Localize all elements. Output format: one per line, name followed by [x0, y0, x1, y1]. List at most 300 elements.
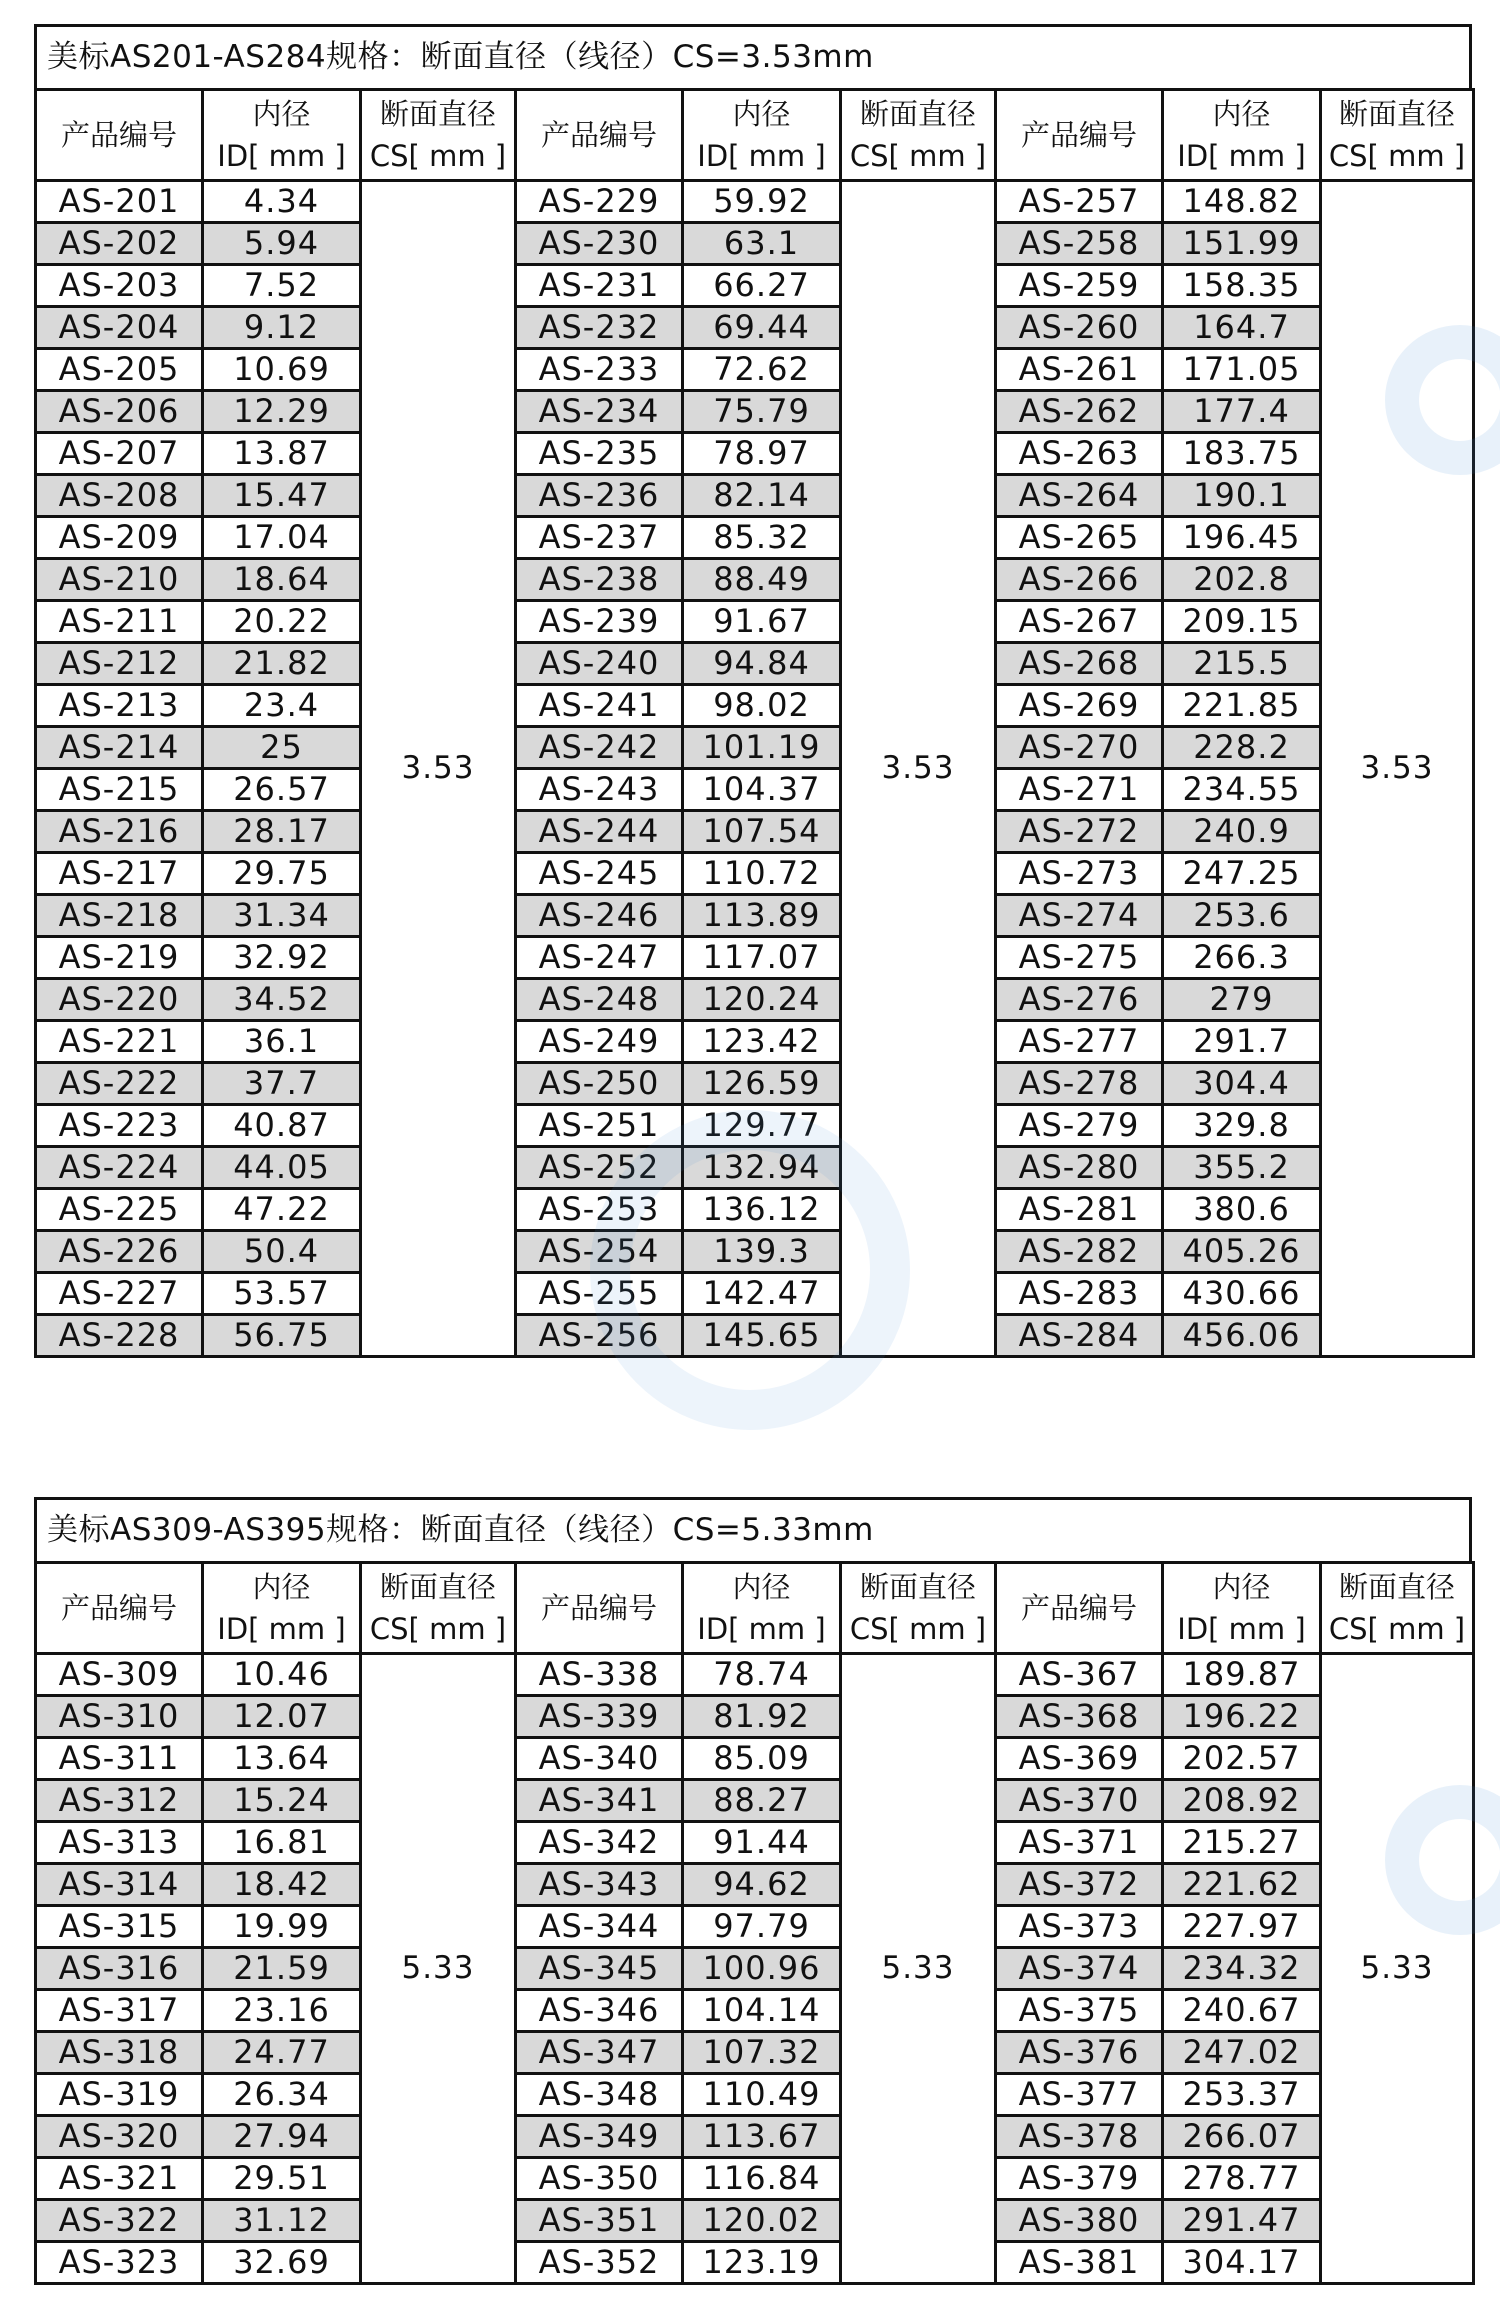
- inner-diameter-cell: 132.94: [683, 1147, 841, 1189]
- part-number-cell: AS-346: [516, 1990, 683, 2032]
- header-cell: 内径 ID[ mm ]: [1163, 90, 1321, 181]
- part-number-cell: AS-320: [36, 2116, 203, 2158]
- inner-diameter-cell: 53.57: [203, 1273, 361, 1315]
- inner-diameter-cell: 13.87: [203, 433, 361, 475]
- part-number-cell: AS-244: [516, 811, 683, 853]
- inner-diameter-cell: 120.02: [683, 2200, 841, 2242]
- inner-diameter-cell: 151.99: [1163, 223, 1321, 265]
- table-row: [36, 2074, 1474, 2116]
- inner-diameter-cell: 139.3: [683, 1231, 841, 1273]
- inner-diameter-cell: 234.32: [1163, 1948, 1321, 1990]
- inner-diameter-cell: 101.19: [683, 727, 841, 769]
- header-cell: 产品编号: [516, 1563, 683, 1654]
- part-number-cell: AS-251: [516, 1105, 683, 1147]
- inner-diameter-cell: 113.89: [683, 895, 841, 937]
- part-number-cell: AS-208: [36, 475, 203, 517]
- inner-diameter-cell: 10.46: [203, 1654, 361, 1696]
- table-row: [36, 643, 1474, 685]
- sheet-title: 美标AS201-AS284规格：断面直径（线径）CS=3.53mm: [34, 24, 1472, 88]
- inner-diameter-cell: 85.32: [683, 517, 841, 559]
- inner-diameter-cell: 10.69: [203, 349, 361, 391]
- part-number-cell: AS-267: [996, 601, 1163, 643]
- table-row: [36, 307, 1474, 349]
- part-number-cell: AS-370: [996, 1780, 1163, 1822]
- inner-diameter-cell: 110.49: [683, 2074, 841, 2116]
- part-number-cell: AS-237: [516, 517, 683, 559]
- table-row: [36, 727, 1474, 769]
- part-number-cell: AS-228: [36, 1315, 203, 1357]
- inner-diameter-cell: 19.99: [203, 1906, 361, 1948]
- inner-diameter-cell: 126.59: [683, 1063, 841, 1105]
- header-cell: 产品编号: [36, 90, 203, 181]
- table-row: [36, 391, 1474, 433]
- part-number-cell: AS-216: [36, 811, 203, 853]
- inner-diameter-cell: 78.97: [683, 433, 841, 475]
- part-number-cell: AS-257: [996, 181, 1163, 223]
- part-number-cell: AS-236: [516, 475, 683, 517]
- spec-sheet-2: [34, 1497, 1472, 2285]
- inner-diameter-cell: 253.37: [1163, 2074, 1321, 2116]
- inner-diameter-cell: 97.79: [683, 1906, 841, 1948]
- inner-diameter-cell: 94.84: [683, 643, 841, 685]
- part-number-cell: AS-233: [516, 349, 683, 391]
- inner-diameter-cell: 15.47: [203, 475, 361, 517]
- inner-diameter-cell: 9.12: [203, 307, 361, 349]
- part-number-cell: AS-265: [996, 517, 1163, 559]
- part-number-cell: AS-343: [516, 1864, 683, 1906]
- inner-diameter-cell: 21.82: [203, 643, 361, 685]
- inner-diameter-cell: 44.05: [203, 1147, 361, 1189]
- inner-diameter-cell: 355.2: [1163, 1147, 1321, 1189]
- part-number-cell: AS-348: [516, 2074, 683, 2116]
- part-number-cell: AS-277: [996, 1021, 1163, 1063]
- sheet-title: 美标AS309-AS395规格：断面直径（线径）CS=5.33mm: [34, 1497, 1472, 1561]
- inner-diameter-cell: 120.24: [683, 979, 841, 1021]
- table-row: [36, 1780, 1474, 1822]
- part-number-cell: AS-312: [36, 1780, 203, 1822]
- cross-section-cell: 3.53: [361, 181, 516, 1357]
- inner-diameter-cell: 240.9: [1163, 811, 1321, 853]
- part-number-cell: AS-220: [36, 979, 203, 1021]
- inner-diameter-cell: 4.34: [203, 181, 361, 223]
- header-cell: 内径 ID[ mm ]: [1163, 1563, 1321, 1654]
- inner-diameter-cell: 208.92: [1163, 1780, 1321, 1822]
- table-row: [36, 433, 1474, 475]
- inner-diameter-cell: 31.12: [203, 2200, 361, 2242]
- table-row: [36, 2242, 1474, 2284]
- part-number-cell: AS-276: [996, 979, 1163, 1021]
- part-number-cell: AS-321: [36, 2158, 203, 2200]
- part-number-cell: AS-214: [36, 727, 203, 769]
- part-number-cell: AS-263: [996, 433, 1163, 475]
- inner-diameter-cell: 123.42: [683, 1021, 841, 1063]
- part-number-cell: AS-252: [516, 1147, 683, 1189]
- table-row: [36, 1948, 1474, 1990]
- part-number-cell: AS-349: [516, 2116, 683, 2158]
- table-row: [36, 181, 1474, 223]
- header-row: [36, 1563, 1474, 1654]
- header-cell: 产品编号: [36, 1563, 203, 1654]
- table-row: [36, 979, 1474, 1021]
- part-number-cell: AS-211: [36, 601, 203, 643]
- inner-diameter-cell: 104.37: [683, 769, 841, 811]
- table-row: [36, 1021, 1474, 1063]
- inner-diameter-cell: 21.59: [203, 1948, 361, 1990]
- part-number-cell: AS-223: [36, 1105, 203, 1147]
- table-row: [36, 1654, 1474, 1696]
- table-row: [36, 1696, 1474, 1738]
- inner-diameter-cell: 27.94: [203, 2116, 361, 2158]
- table-row: [36, 223, 1474, 265]
- inner-diameter-cell: 107.32: [683, 2032, 841, 2074]
- table-row: [36, 1864, 1474, 1906]
- inner-diameter-cell: 291.7: [1163, 1021, 1321, 1063]
- inner-diameter-cell: 17.04: [203, 517, 361, 559]
- part-number-cell: AS-258: [996, 223, 1163, 265]
- table-row: [36, 265, 1474, 307]
- part-number-cell: AS-242: [516, 727, 683, 769]
- inner-diameter-cell: 25: [203, 727, 361, 769]
- part-number-cell: AS-272: [996, 811, 1163, 853]
- part-number-cell: AS-218: [36, 895, 203, 937]
- table-row: [36, 1990, 1474, 2032]
- part-number-cell: AS-280: [996, 1147, 1163, 1189]
- cross-section-cell: 5.33: [361, 1654, 516, 2284]
- header-cell: 断面直径 CS[ mm ]: [841, 90, 996, 181]
- inner-diameter-cell: 158.35: [1163, 265, 1321, 307]
- table-row: [36, 559, 1474, 601]
- inner-diameter-cell: 190.1: [1163, 475, 1321, 517]
- part-number-cell: AS-256: [516, 1315, 683, 1357]
- part-number-cell: AS-284: [996, 1315, 1163, 1357]
- part-number-cell: AS-231: [516, 265, 683, 307]
- part-number-cell: AS-368: [996, 1696, 1163, 1738]
- inner-diameter-cell: 183.75: [1163, 433, 1321, 475]
- header-row: [36, 90, 1474, 181]
- table-row: [36, 937, 1474, 979]
- inner-diameter-cell: 196.22: [1163, 1696, 1321, 1738]
- inner-diameter-cell: 117.07: [683, 937, 841, 979]
- part-number-cell: AS-375: [996, 1990, 1163, 2032]
- inner-diameter-cell: 123.19: [683, 2242, 841, 2284]
- part-number-cell: AS-264: [996, 475, 1163, 517]
- inner-diameter-cell: 29.51: [203, 2158, 361, 2200]
- table-row: [36, 1273, 1474, 1315]
- part-number-cell: AS-262: [996, 391, 1163, 433]
- inner-diameter-cell: 266.3: [1163, 937, 1321, 979]
- inner-diameter-cell: 456.06: [1163, 1315, 1321, 1357]
- part-number-cell: AS-202: [36, 223, 203, 265]
- inner-diameter-cell: 32.69: [203, 2242, 361, 2284]
- inner-diameter-cell: 26.57: [203, 769, 361, 811]
- part-number-cell: AS-225: [36, 1189, 203, 1231]
- part-number-cell: AS-224: [36, 1147, 203, 1189]
- inner-diameter-cell: 72.62: [683, 349, 841, 391]
- part-number-cell: AS-318: [36, 2032, 203, 2074]
- part-number-cell: AS-274: [996, 895, 1163, 937]
- part-number-cell: AS-281: [996, 1189, 1163, 1231]
- inner-diameter-cell: 66.27: [683, 265, 841, 307]
- inner-diameter-cell: 227.97: [1163, 1906, 1321, 1948]
- inner-diameter-cell: 240.67: [1163, 1990, 1321, 2032]
- inner-diameter-cell: 28.17: [203, 811, 361, 853]
- part-number-cell: AS-381: [996, 2242, 1163, 2284]
- part-number-cell: AS-309: [36, 1654, 203, 1696]
- part-number-cell: AS-205: [36, 349, 203, 391]
- part-number-cell: AS-238: [516, 559, 683, 601]
- part-number-cell: AS-230: [516, 223, 683, 265]
- part-number-cell: AS-247: [516, 937, 683, 979]
- part-number-cell: AS-226: [36, 1231, 203, 1273]
- inner-diameter-cell: 209.15: [1163, 601, 1321, 643]
- part-number-cell: AS-279: [996, 1105, 1163, 1147]
- part-number-cell: AS-232: [516, 307, 683, 349]
- inner-diameter-cell: 82.14: [683, 475, 841, 517]
- inner-diameter-cell: 221.62: [1163, 1864, 1321, 1906]
- table-row: [36, 1315, 1474, 1357]
- cross-section-cell: 5.33: [841, 1654, 996, 2284]
- part-number-cell: AS-338: [516, 1654, 683, 1696]
- inner-diameter-cell: 215.27: [1163, 1822, 1321, 1864]
- part-number-cell: AS-283: [996, 1273, 1163, 1315]
- inner-diameter-cell: 18.64: [203, 559, 361, 601]
- inner-diameter-cell: 88.49: [683, 559, 841, 601]
- header-cell: 内径 ID[ mm ]: [203, 1563, 361, 1654]
- part-number-cell: AS-374: [996, 1948, 1163, 1990]
- inner-diameter-cell: 78.74: [683, 1654, 841, 1696]
- inner-diameter-cell: 171.05: [1163, 349, 1321, 391]
- part-number-cell: AS-213: [36, 685, 203, 727]
- part-number-cell: AS-266: [996, 559, 1163, 601]
- part-number-cell: AS-311: [36, 1738, 203, 1780]
- inner-diameter-cell: 189.87: [1163, 1654, 1321, 1696]
- inner-diameter-cell: 23.16: [203, 1990, 361, 2032]
- inner-diameter-cell: 63.1: [683, 223, 841, 265]
- inner-diameter-cell: 69.44: [683, 307, 841, 349]
- table-row: [36, 685, 1474, 727]
- part-number-cell: AS-316: [36, 1948, 203, 1990]
- inner-diameter-cell: 405.26: [1163, 1231, 1321, 1273]
- part-number-cell: AS-239: [516, 601, 683, 643]
- inner-diameter-cell: 234.55: [1163, 769, 1321, 811]
- part-number-cell: AS-241: [516, 685, 683, 727]
- inner-diameter-cell: 221.85: [1163, 685, 1321, 727]
- inner-diameter-cell: 18.42: [203, 1864, 361, 1906]
- part-number-cell: AS-222: [36, 1063, 203, 1105]
- part-number-cell: AS-271: [996, 769, 1163, 811]
- part-number-cell: AS-259: [996, 265, 1163, 307]
- part-number-cell: AS-255: [516, 1273, 683, 1315]
- inner-diameter-cell: 47.22: [203, 1189, 361, 1231]
- inner-diameter-cell: 91.67: [683, 601, 841, 643]
- part-number-cell: AS-282: [996, 1231, 1163, 1273]
- inner-diameter-cell: 104.14: [683, 1990, 841, 2032]
- part-number-cell: AS-373: [996, 1906, 1163, 1948]
- table-row: [36, 1189, 1474, 1231]
- part-number-cell: AS-221: [36, 1021, 203, 1063]
- inner-diameter-cell: 32.92: [203, 937, 361, 979]
- part-number-cell: AS-249: [516, 1021, 683, 1063]
- inner-diameter-cell: 23.4: [203, 685, 361, 727]
- spec-sheet-1: [34, 24, 1472, 1358]
- inner-diameter-cell: 31.34: [203, 895, 361, 937]
- inner-diameter-cell: 228.2: [1163, 727, 1321, 769]
- header-cell: 断面直径 CS[ mm ]: [361, 1563, 516, 1654]
- part-number-cell: AS-344: [516, 1906, 683, 1948]
- part-number-cell: AS-341: [516, 1780, 683, 1822]
- inner-diameter-cell: 430.66: [1163, 1273, 1321, 1315]
- header-cell: 内径 ID[ mm ]: [203, 90, 361, 181]
- inner-diameter-cell: 136.12: [683, 1189, 841, 1231]
- inner-diameter-cell: 16.81: [203, 1822, 361, 1864]
- inner-diameter-cell: 247.25: [1163, 853, 1321, 895]
- inner-diameter-cell: 279: [1163, 979, 1321, 1021]
- part-number-cell: AS-204: [36, 307, 203, 349]
- part-number-cell: AS-219: [36, 937, 203, 979]
- inner-diameter-cell: 94.62: [683, 1864, 841, 1906]
- spec-table: [34, 1561, 1475, 2285]
- inner-diameter-cell: 40.87: [203, 1105, 361, 1147]
- inner-diameter-cell: 20.22: [203, 601, 361, 643]
- part-number-cell: AS-379: [996, 2158, 1163, 2200]
- table-row: [36, 2200, 1474, 2242]
- part-number-cell: AS-369: [996, 1738, 1163, 1780]
- inner-diameter-cell: 116.84: [683, 2158, 841, 2200]
- part-number-cell: AS-246: [516, 895, 683, 937]
- table-row: [36, 895, 1474, 937]
- part-number-cell: AS-352: [516, 2242, 683, 2284]
- part-number-cell: AS-270: [996, 727, 1163, 769]
- part-number-cell: AS-201: [36, 181, 203, 223]
- header-cell: 断面直径 CS[ mm ]: [361, 90, 516, 181]
- header-cell: 内径 ID[ mm ]: [683, 90, 841, 181]
- part-number-cell: AS-378: [996, 2116, 1163, 2158]
- part-number-cell: AS-319: [36, 2074, 203, 2116]
- part-number-cell: AS-342: [516, 1822, 683, 1864]
- part-number-cell: AS-315: [36, 1906, 203, 1948]
- part-number-cell: AS-210: [36, 559, 203, 601]
- part-number-cell: AS-253: [516, 1189, 683, 1231]
- part-number-cell: AS-215: [36, 769, 203, 811]
- part-number-cell: AS-317: [36, 1990, 203, 2032]
- inner-diameter-cell: 291.47: [1163, 2200, 1321, 2242]
- inner-diameter-cell: 12.29: [203, 391, 361, 433]
- inner-diameter-cell: 13.64: [203, 1738, 361, 1780]
- inner-diameter-cell: 148.82: [1163, 181, 1321, 223]
- inner-diameter-cell: 164.7: [1163, 307, 1321, 349]
- part-number-cell: AS-347: [516, 2032, 683, 2074]
- table-row: [36, 811, 1474, 853]
- inner-diameter-cell: 202.8: [1163, 559, 1321, 601]
- table-row: [36, 2116, 1474, 2158]
- inner-diameter-cell: 29.75: [203, 853, 361, 895]
- table-row: [36, 349, 1474, 391]
- inner-diameter-cell: 253.6: [1163, 895, 1321, 937]
- part-number-cell: AS-345: [516, 1948, 683, 1990]
- inner-diameter-cell: 59.92: [683, 181, 841, 223]
- part-number-cell: AS-351: [516, 2200, 683, 2242]
- inner-diameter-cell: 88.27: [683, 1780, 841, 1822]
- part-number-cell: AS-206: [36, 391, 203, 433]
- table-row: [36, 601, 1474, 643]
- part-number-cell: AS-269: [996, 685, 1163, 727]
- inner-diameter-cell: 145.65: [683, 1315, 841, 1357]
- header-cell: 内径 ID[ mm ]: [683, 1563, 841, 1654]
- table-row: [36, 853, 1474, 895]
- inner-diameter-cell: 278.77: [1163, 2158, 1321, 2200]
- inner-diameter-cell: 107.54: [683, 811, 841, 853]
- inner-diameter-cell: 75.79: [683, 391, 841, 433]
- part-number-cell: AS-371: [996, 1822, 1163, 1864]
- inner-diameter-cell: 202.57: [1163, 1738, 1321, 1780]
- inner-diameter-cell: 37.7: [203, 1063, 361, 1105]
- cross-section-cell: 3.53: [841, 181, 996, 1357]
- inner-diameter-cell: 81.92: [683, 1696, 841, 1738]
- inner-diameter-cell: 113.67: [683, 2116, 841, 2158]
- inner-diameter-cell: 85.09: [683, 1738, 841, 1780]
- inner-diameter-cell: 24.77: [203, 2032, 361, 2074]
- part-number-cell: AS-203: [36, 265, 203, 307]
- inner-diameter-cell: 129.77: [683, 1105, 841, 1147]
- table-row: [36, 517, 1474, 559]
- inner-diameter-cell: 142.47: [683, 1273, 841, 1315]
- header-cell: 断面直径 CS[ mm ]: [1321, 90, 1474, 181]
- part-number-cell: AS-273: [996, 853, 1163, 895]
- part-number-cell: AS-376: [996, 2032, 1163, 2074]
- table-row: [36, 1738, 1474, 1780]
- inner-diameter-cell: 266.07: [1163, 2116, 1321, 2158]
- inner-diameter-cell: 12.07: [203, 1696, 361, 1738]
- part-number-cell: AS-234: [516, 391, 683, 433]
- inner-diameter-cell: 50.4: [203, 1231, 361, 1273]
- inner-diameter-cell: 247.02: [1163, 2032, 1321, 2074]
- part-number-cell: AS-207: [36, 433, 203, 475]
- cross-section-cell: 5.33: [1321, 1654, 1474, 2284]
- inner-diameter-cell: 36.1: [203, 1021, 361, 1063]
- part-number-cell: AS-323: [36, 2242, 203, 2284]
- part-number-cell: AS-229: [516, 181, 683, 223]
- inner-diameter-cell: 215.5: [1163, 643, 1321, 685]
- table-row: [36, 475, 1474, 517]
- part-number-cell: AS-340: [516, 1738, 683, 1780]
- table-row: [36, 1231, 1474, 1273]
- part-number-cell: AS-240: [516, 643, 683, 685]
- part-number-cell: AS-268: [996, 643, 1163, 685]
- cross-section-cell: 3.53: [1321, 181, 1474, 1357]
- table-row: [36, 2158, 1474, 2200]
- inner-diameter-cell: 5.94: [203, 223, 361, 265]
- part-number-cell: AS-209: [36, 517, 203, 559]
- table-row: [36, 1147, 1474, 1189]
- part-number-cell: AS-377: [996, 2074, 1163, 2116]
- table-row: [36, 1105, 1474, 1147]
- part-number-cell: AS-254: [516, 1231, 683, 1273]
- inner-diameter-cell: 304.17: [1163, 2242, 1321, 2284]
- inner-diameter-cell: 15.24: [203, 1780, 361, 1822]
- inner-diameter-cell: 380.6: [1163, 1189, 1321, 1231]
- header-cell: 产品编号: [996, 90, 1163, 181]
- part-number-cell: AS-245: [516, 853, 683, 895]
- inner-diameter-cell: 110.72: [683, 853, 841, 895]
- part-number-cell: AS-260: [996, 307, 1163, 349]
- inner-diameter-cell: 329.8: [1163, 1105, 1321, 1147]
- part-number-cell: AS-248: [516, 979, 683, 1021]
- part-number-cell: AS-314: [36, 1864, 203, 1906]
- inner-diameter-cell: 177.4: [1163, 391, 1321, 433]
- inner-diameter-cell: 56.75: [203, 1315, 361, 1357]
- table-row: [36, 2032, 1474, 2074]
- part-number-cell: AS-367: [996, 1654, 1163, 1696]
